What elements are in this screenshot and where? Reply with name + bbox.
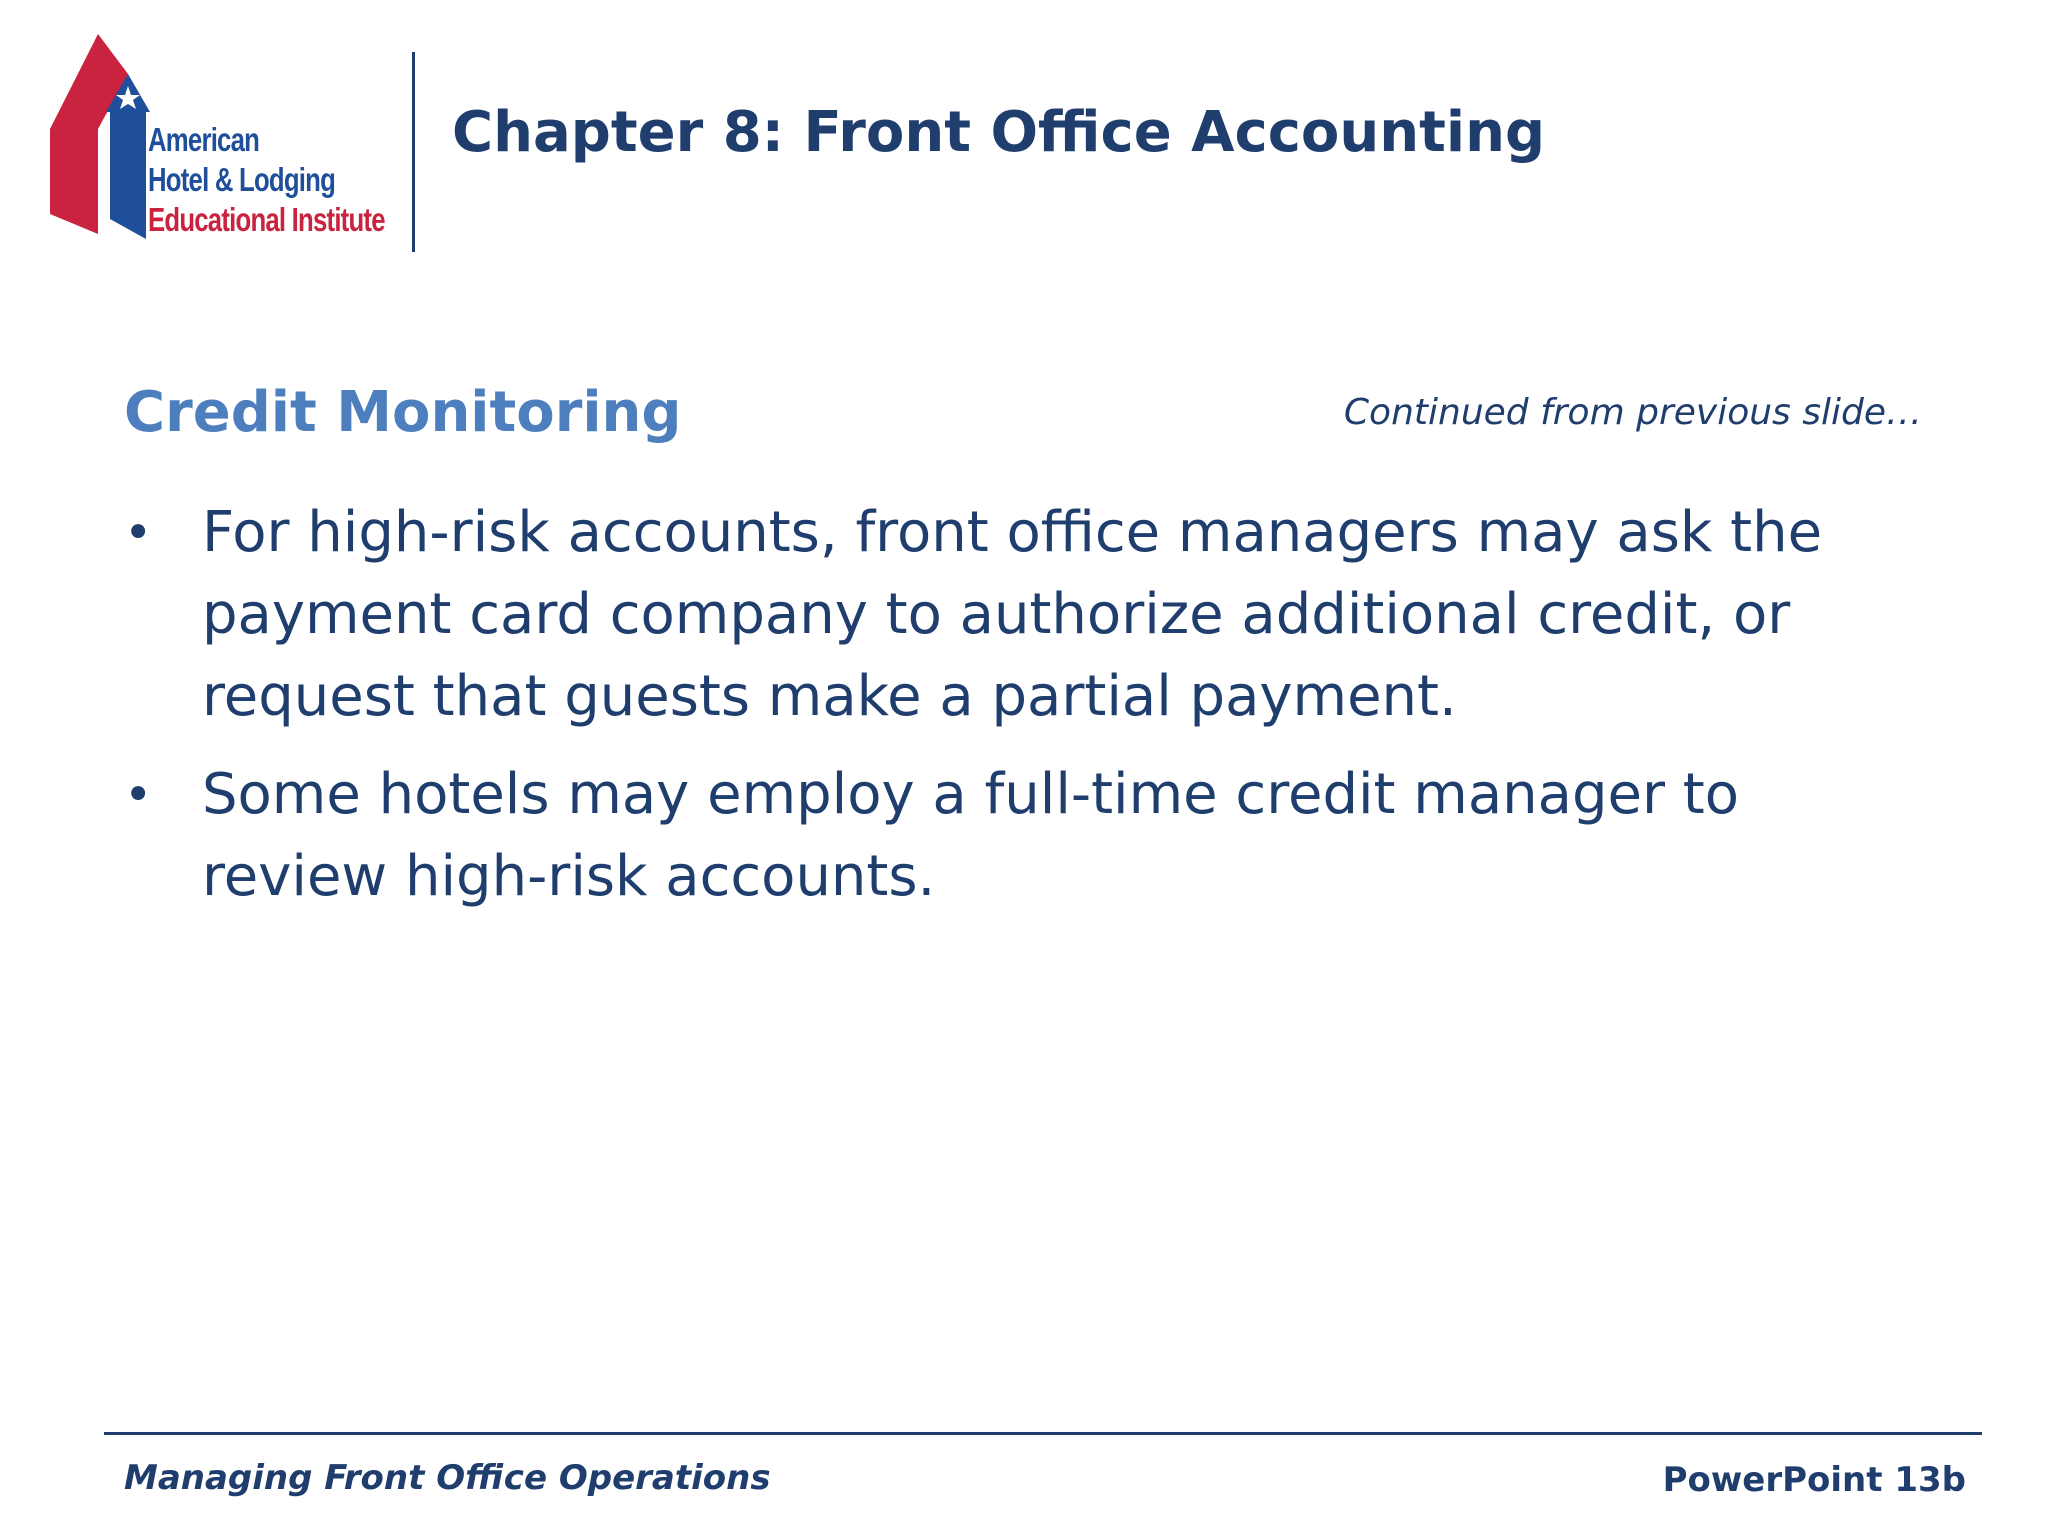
- chapter-title: Chapter 8: Front Office Accounting: [452, 100, 1546, 165]
- ahlei-logo: [50, 34, 390, 244]
- bullet-dot-icon: •: [124, 505, 153, 561]
- continued-note: Continued from previous slide…: [1343, 392, 1922, 433]
- logo-text-educational-institute: Educational Institute: [148, 201, 385, 238]
- bullet-item: [120, 492, 1940, 738]
- logo-text-hotel-lodging: Hotel & Lodging: [148, 161, 336, 198]
- bullet-text: For high-risk accounts, front office managers may ask the payment card company to authorize additional credit, or request that guests make a partial payment.: [202, 500, 1823, 729]
- footer-rule: [104, 1432, 1982, 1435]
- bullet-dot-icon: •: [124, 767, 153, 823]
- bullet-list: [120, 492, 1940, 934]
- logo-text-american: American: [148, 121, 260, 158]
- bullet-text: Some hotels may employ a full-time credit manager to review high-risk accounts.: [202, 762, 1740, 909]
- section-title: Credit Monitoring: [124, 380, 682, 445]
- footer-course-title: Managing Front Office Operations: [124, 1458, 771, 1498]
- footer-slide-label: PowerPoint 13b: [1662, 1460, 1966, 1500]
- bullet-item: [120, 754, 1940, 918]
- header-divider: [412, 52, 415, 252]
